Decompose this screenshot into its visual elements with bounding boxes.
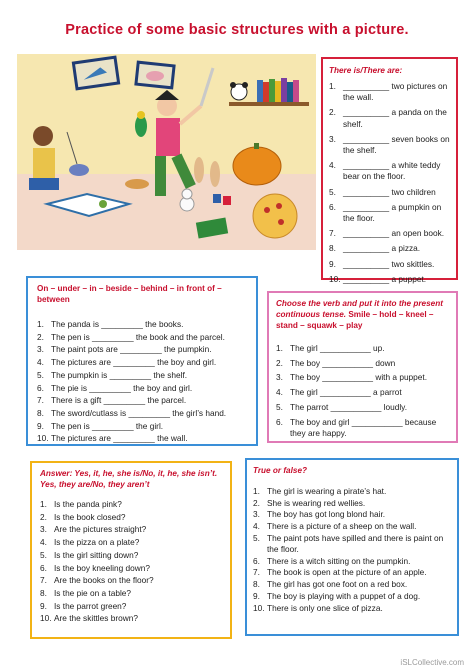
- list-item: 6. Is the boy kneeling down?: [40, 562, 150, 573]
- list-item: 6. There is a witch sitting on the pumpkin.: [253, 555, 411, 566]
- exercise-heading: True or false?: [253, 466, 307, 475]
- list-item: 9. __________ two skittles.: [329, 258, 435, 269]
- exercise-list: [276, 343, 449, 439]
- exercise-list: [329, 81, 450, 285]
- pie: [125, 179, 149, 189]
- list-item: 1. The girl is wearing a pirate’s hat.: [253, 486, 387, 496]
- list-item: 10. The pictures are _________ the wall.: [37, 433, 188, 444]
- list-item: 3. The boy ___________ with a puppet.: [276, 372, 428, 383]
- exercise-heading: There is/There are:: [329, 66, 403, 75]
- list-item: 5. __________ two children: [329, 186, 436, 197]
- list-item: 5. The parrot ___________ loudly.: [276, 401, 408, 412]
- list-item: 9. Is the parrot green?: [40, 600, 127, 611]
- list-item: 3. __________ seven books on the shelf.: [329, 133, 450, 156]
- yes-no-answer-exercise: [30, 461, 232, 639]
- list-item: 2. __________ a panda on the shelf.: [329, 107, 447, 129]
- exercise-heading: Answer: Yes, it, he, she is/No, it, he, she isn’t. Yes, they are/No, they aren’t: [40, 469, 218, 489]
- exercise-list: [40, 499, 224, 625]
- there-is-there-are-exercise: [321, 57, 458, 284]
- wall-picture-boat: [73, 57, 118, 89]
- classroom-illustration: [17, 54, 316, 250]
- list-item: 3. The boy has got long blond hair.: [253, 509, 386, 520]
- list-item: 4. __________ a white teddy bear on the floor.: [329, 160, 441, 182]
- exercise-list: [37, 319, 249, 445]
- list-item: 4. Is the pizza on a plate?: [40, 537, 140, 548]
- list-item: 1. The girl ___________ up.: [276, 343, 385, 353]
- list-item: 4. There is a picture of a sheep on the wall.: [253, 521, 417, 532]
- shelf: [229, 102, 309, 106]
- list-item: 7. The book is open at the picture of an apple.: [253, 567, 427, 578]
- exercise-list: [253, 486, 451, 614]
- list-item: 10. __________ a puppet.: [329, 273, 427, 284]
- wall-picture-pig: [136, 62, 174, 88]
- pizza: [253, 194, 297, 238]
- list-item: 4. The pictures are _________ the boy and girl.: [37, 357, 217, 368]
- teddy-bear: [180, 189, 194, 211]
- exercise-heading: Choose the verb and put it into the present continuous tense.: [276, 299, 443, 319]
- list-item: 10. Are the skittles brown?: [40, 613, 138, 624]
- list-item: 5. Is the girl sitting down?: [40, 549, 139, 560]
- list-item: 9. The boy is playing with a puppet of a dog.: [253, 590, 421, 601]
- list-item: 7. Are the books on the floor?: [40, 575, 154, 586]
- list-item: 6. The pie is _________ the boy and girl.: [37, 382, 193, 393]
- page-title: Practice of some basic structures with a picture.: [65, 22, 409, 38]
- verb-list: Smile – hold – kneel – stand – squawk – play: [276, 310, 434, 330]
- list-item: 2. The boy ___________ down: [276, 357, 396, 368]
- list-item: 1. __________ two pictures on the wall.: [329, 81, 448, 103]
- list-item: 9. The pen is _________ the girl.: [37, 420, 164, 431]
- list-item: 10. There is only one slice of pizza.: [253, 602, 383, 613]
- list-item: 1. Is the panda pink?: [40, 499, 122, 509]
- list-item: 8. Is the pie on a table?: [40, 587, 132, 598]
- true-or-false-exercise: [245, 458, 459, 636]
- list-item: 1. The panda is _________ the books.: [37, 319, 184, 329]
- list-item: 6. The boy and girl ___________ because they are happy.: [276, 416, 437, 438]
- list-item: 8. __________ a pizza.: [329, 243, 421, 254]
- list-item: 6. __________ a pumpkin on the floor.: [329, 201, 442, 224]
- exercise-heading: On – under – in – beside – behind – in front of – between: [37, 284, 222, 304]
- list-item: 8. The sword/cutlass is _________ the girl’s hand.: [37, 407, 227, 418]
- list-item: 3. The paint pots are _________ the pumpkin.: [37, 344, 212, 355]
- list-item: 3. Are the pictures straight?: [40, 524, 147, 535]
- list-item: 7. There is a gift _________ the parcel.: [37, 395, 187, 406]
- list-item: 5. The pumpkin is _________ the shelf.: [37, 369, 188, 380]
- list-item: 2. Is the book closed?: [40, 511, 126, 522]
- site-watermark: iSLCollective.com: [400, 658, 464, 667]
- list-item: 2. The pen is _________ the book and the parcel.: [37, 331, 225, 342]
- scene-drawing: [17, 54, 316, 250]
- panda: [230, 82, 248, 100]
- present-continuous-exercise: [267, 291, 458, 443]
- list-item: 2. She is wearing red wellies.: [253, 497, 366, 508]
- prepositions-exercise: [26, 276, 258, 446]
- list-item: 8. The girl has got one foot on a red box.: [253, 579, 408, 590]
- list-item: 5. The paint pots have spilled and there is paint on the floor.: [253, 532, 444, 555]
- list-item: 4. The girl ___________ a parrot: [276, 387, 402, 398]
- list-item: 7. __________ an open book.: [329, 228, 445, 239]
